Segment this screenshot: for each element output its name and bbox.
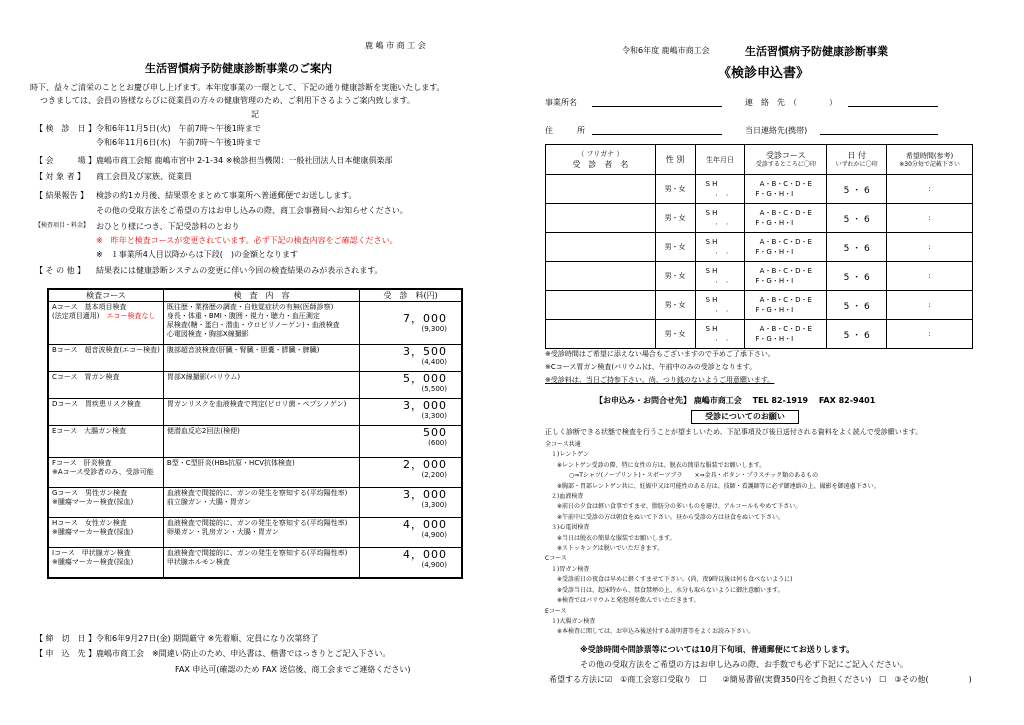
note-time: ※受診時間はご希望に添えない場合もございますので予めご了承下さい。 [545, 350, 775, 358]
notice-line: １)胃ガン検査 [545, 565, 590, 573]
course-cell [48, 372, 163, 399]
day-contact-label: 当日連絡先(携帯) [745, 126, 808, 135]
birth-date-field[interactable] [695, 233, 745, 262]
notice-line: ※ストッキングは脱いでいただきます。 [545, 545, 664, 553]
birth-date-field[interactable] [695, 262, 745, 291]
deadline-text: 令和6年9月27日(金) 期間厳守 ※先着順、定員になり次第終了 [96, 634, 319, 643]
content-cell [163, 372, 359, 399]
gender-select[interactable]: 男・女 [655, 291, 695, 320]
fee-table [47, 288, 463, 579]
course-cell [48, 426, 163, 458]
time-field[interactable]: : [887, 320, 973, 349]
contact-field[interactable] [848, 106, 938, 107]
header-date-sub: いずれかに〇印 [835, 161, 878, 168]
course-select[interactable] [745, 262, 827, 291]
items-fee-label: 【検査項目・料金】 [35, 222, 90, 229]
warning-course-changed: ※ 昨年と検査コースが変更されています。必ず下記の検査内容をご確認ください。 [96, 236, 398, 245]
date-select[interactable]: 5 ・ 6 [827, 291, 887, 320]
gender-select[interactable]: 男・女 [655, 262, 695, 291]
fee-value: 4，000 [403, 518, 447, 531]
course-options-2: F・G・H・I [755, 335, 794, 343]
course-select[interactable] [745, 175, 827, 204]
course-select[interactable] [745, 320, 827, 349]
course-sub-text: (法定項目適用) [52, 312, 100, 320]
fee-cell [360, 345, 462, 372]
fee-discount: (4,900) [421, 561, 447, 569]
era-options: S H [705, 238, 718, 246]
final-note-1: ※受診時間や問診票等については10月下旬頃、普通郵便にてお送りします。 [580, 645, 855, 654]
course-options-2: F・G・H・I [755, 306, 794, 314]
application-table-header [546, 145, 973, 175]
fee-discount: (3,300) [421, 501, 447, 509]
course-red-note: エコー検査なし [106, 312, 156, 320]
patient-name-field[interactable] [546, 204, 656, 233]
time-field[interactable]: : [887, 204, 973, 233]
gender-select[interactable]: 男・女 [655, 204, 695, 233]
patient-name-field[interactable] [546, 320, 656, 349]
result-text-1: 検診の約1カ月後、結果票をまとめて事業所へ普通郵便でお送しします。 [96, 191, 357, 200]
notice-title: 受診についてのお願い [691, 410, 799, 424]
items-fee-text: おひとり様につき、下記受診料のとおり [96, 222, 240, 231]
address-label: 住 所 [545, 126, 585, 135]
notice-intro: 正しく診断できる状態で検査を行うことが望ましいため、下記事項及び後日送付される資料をよく読んで受診願います。 [545, 428, 923, 436]
course-cell [48, 488, 163, 518]
ki-mark: 記 [251, 110, 259, 119]
patient-name-field[interactable] [546, 175, 656, 204]
receipt-options[interactable]: 希望する方法に☑ ①商工会窓口受取り ☐ ②簡易書留(実費350円をご負担ください) ☐ ③その他( ) [549, 675, 972, 684]
patient-name-field[interactable] [546, 233, 656, 262]
date-select[interactable]: 5 ・ 6 [827, 204, 887, 233]
header-course-sub: 受診するところに〇印 [755, 161, 816, 168]
fee-discount: (4,400) [421, 358, 447, 366]
header-course: 検査コース [48, 289, 163, 302]
fee-value: 7，000 [403, 312, 447, 325]
course-name: Iコース 甲状腺ガン検査 [52, 549, 131, 557]
table-row [48, 548, 462, 578]
apply-text: 鹿嶋市商工会 ※間違い防止のため、申込書は、楷書ではっきりとご記入下さい。 [96, 649, 391, 658]
table-row [48, 488, 462, 518]
header-name [546, 145, 656, 175]
content-cell [163, 518, 359, 548]
intro-line-2: つきましては、会員の皆様ならびに従業員の方々の健康管理のため、ご利用下さるようご案内致します。 [40, 96, 416, 105]
course-options-2: F・G・H・I [755, 219, 794, 227]
content-cell [163, 345, 359, 372]
course-sub [52, 312, 160, 321]
table-row [546, 204, 973, 233]
table-row [48, 518, 462, 548]
fee-value: 5，000 [403, 372, 447, 385]
fee-cell [360, 458, 462, 488]
notice-line: Eコース [545, 607, 567, 615]
content-line: B型・C型肝炎(HBs抗原・HCV抗体検査) [166, 459, 295, 467]
course-cell [48, 548, 163, 578]
office-name-field[interactable] [592, 106, 722, 107]
table-row [546, 175, 973, 204]
content-line: 血液検査で間接的に、ガンの発生を察知する(平均陽性率) [166, 549, 348, 557]
fee-discount: (9,300) [421, 325, 447, 333]
course-name: Cコース 胃ガン検査 [52, 373, 120, 381]
notice-line: ※前日の夕食は軽い食事ですませ、脂肪分の多いものを避け、アルコールもやめて下さい。 [545, 503, 802, 511]
course-sub: ※腫瘍マーカー検査(採血) [52, 558, 134, 566]
birth-date-field[interactable] [695, 204, 745, 233]
venue-text: 鹿嶋市商工会館 鹿嶋市宮中 2-1-34 ※検診担当機関：一般社団法人日本健康倶楽部 [96, 156, 393, 165]
course-name: Eコース 大腸ガン検査 [52, 427, 127, 435]
date-select[interactable]: 5 ・ 6 [827, 175, 887, 204]
fee-discount: (5,500) [421, 385, 447, 393]
birth-dots: ． ． [715, 334, 733, 342]
contact-label: 連 絡 先 （ ） [745, 98, 837, 107]
header-fee: 受 診 料(円) [360, 289, 462, 302]
fax-note: FAX 申込可(確認のため FAX 送信後、商工会までご連絡ください) [175, 665, 411, 674]
date-select[interactable]: 5 ・ 6 [827, 262, 887, 291]
exam-date-label: 【 検 診 日 】 [35, 124, 97, 133]
content-line: 心電図検査・胸部X線撮影 [166, 330, 249, 338]
application-table [545, 144, 973, 349]
right-header-small: 令和6年度 鹿嶋市商工会 [622, 46, 710, 55]
birth-dots: ． ． [715, 218, 733, 226]
course-name: Dコース 胃疾患リスク検査 [52, 400, 141, 408]
notice-line: ※受診当日は、起床時から、禁食禁煙の上、水分も取らないように御注意願います。 [545, 586, 784, 594]
course-name: Bコース 超音波検査(エコー検査) [52, 346, 160, 354]
course-sub: ※腫瘍マーカー検査(採血) [52, 498, 134, 506]
time-field[interactable]: : [887, 233, 973, 262]
course-options-2: F・G・H・I [755, 190, 794, 198]
note-c-course: ※Cコース胃ガン検査(バリウム)は、午前中のみの受診となります。 [545, 363, 757, 371]
other-text: 結果表には健康診断システムの変更に伴い今回の検査結果のみが表示されます。 [96, 266, 383, 275]
table-row [48, 399, 462, 426]
era-options: S H [705, 209, 718, 217]
course-options-1: A・B・C・D・E [759, 180, 812, 188]
notice-line: ※胸部・胃部レントゲン共に、妊娠中又は可能性のある方は、技師・看護師等に必ず御連絡の上、撮影を御遠慮下さい。 [545, 482, 880, 490]
course-name: Hコース 女性ガン検査 [52, 519, 127, 527]
gender-select[interactable]: 男・女 [655, 175, 695, 204]
warning-fourth-person: ※ １事業所4人目以降からは下段( )の金額となります [96, 250, 299, 259]
gender-select[interactable]: 男・女 [655, 233, 695, 262]
notice-line: ※当日は脱衣の簡単な服装でお願いします。 [545, 534, 676, 542]
content-line: 甲状腺ホルモン検査 [166, 558, 230, 566]
course-sub: ※Aコース受診者のみ、受診可能 [52, 468, 154, 476]
table-row [546, 320, 973, 349]
era-options: S H [705, 180, 718, 188]
course-name: Gコース 男性ガン検査 [52, 489, 128, 497]
header-furigana: （ フリガナ ） [577, 150, 624, 158]
deadline-label: 【 締 切 日 】 [35, 634, 97, 643]
notice-line: ※受診前日の夜食は早めに軽くすませて下さい。(尚、夜9時以後は何も食べないように) [545, 576, 793, 584]
header-course [745, 145, 827, 175]
course-cell [48, 345, 163, 372]
content-cell [163, 548, 359, 578]
course-options-2: F・G・H・I [755, 248, 794, 256]
time-field[interactable]: : [887, 262, 973, 291]
date-select[interactable]: 5 ・ 6 [827, 233, 887, 262]
birth-date-field[interactable] [695, 175, 745, 204]
apply-label: 【 申 込 先 】 [35, 649, 97, 658]
other-label: 【 そ の 他 】 [35, 266, 86, 275]
course-name: Aコース 基本項目検査 [52, 303, 127, 311]
contact-info: 【お申込み・お問合せ先】 鹿嶋市商工会 TEL 82-1919 FAX 82-9401 [595, 396, 876, 405]
header-time-sub: ※30分毎で記載下さい [899, 160, 960, 168]
target-label: 【 対 象 者 】 [35, 172, 86, 181]
course-select[interactable] [745, 233, 827, 262]
era-options: S H [705, 296, 718, 304]
time-field[interactable]: : [887, 291, 973, 320]
fee-value: 500 [423, 426, 447, 439]
venue-label: 【 会 場 】 [35, 156, 97, 165]
patient-name-field[interactable] [546, 291, 656, 320]
day-contact-field[interactable] [820, 134, 938, 135]
header-patient-name: 受 診 者 名 [572, 160, 629, 169]
content-line: 身長・体重・BMI・腹囲・視力・聴力・血圧測定 [166, 312, 320, 320]
table-row [546, 233, 973, 262]
content-cell [163, 458, 359, 488]
gender-select[interactable]: 男・女 [655, 320, 695, 349]
fee-discount: (4,900) [421, 531, 447, 539]
notice-line: ※レントゲン受診の際、特に女性の方は、脱衣の簡単な服装でお願いします。 [545, 461, 766, 469]
header-date-title: 日 付 [847, 151, 866, 160]
page-title: 生活習慣病予防健康診断事業のご案内 [145, 62, 332, 75]
birth-dots: ． ． [715, 276, 733, 284]
table-row [48, 345, 462, 372]
fee-cell [360, 518, 462, 548]
content-line: 胃ガンリスクを血液検査で判定(ピロリ菌・ペプシノゲン) [166, 400, 347, 408]
era-options: S H [705, 325, 718, 333]
result-label: 【 結果報告 】 [35, 191, 89, 200]
table-row [48, 302, 462, 345]
content-cell [163, 426, 359, 458]
content-cell [163, 399, 359, 426]
header-time [887, 145, 973, 175]
target-text: 商工会員及び家族、従業員 [96, 172, 192, 181]
content-line: 卵巣ガン・乳房ガン・大腸・胃ガン [166, 528, 279, 536]
course-sub: ※腫瘍マーカー検査(採血) [52, 528, 134, 536]
notice-line: ３)心電図検査 [545, 524, 590, 532]
fee-cell [360, 426, 462, 458]
fee-cell [360, 302, 462, 345]
course-cell [48, 518, 163, 548]
table-row [546, 262, 973, 291]
notice-line: 全コース共通 [545, 441, 581, 448]
date-select[interactable]: 5 ・ 6 [827, 320, 887, 349]
table-row [48, 426, 462, 458]
patient-name-field[interactable] [546, 262, 656, 291]
intro-line-1: 時下、益々ご清栄のこととお慶び申し上げます。本年度事業の一環として、下記の通り健康診断を実施いたします。 [30, 83, 445, 92]
content-line: 血液検査で間接的に、ガンの発生を察知する(平均陽性率) [166, 519, 348, 527]
course-select[interactable] [745, 204, 827, 233]
fee-cell [360, 548, 462, 578]
course-options-1: A・B・C・D・E [759, 238, 812, 246]
notice-line: ※午前中に受診の方は朝食をぬいて下さい。昼から受診の方は昼食をぬいて下さい。 [545, 513, 785, 521]
fee-value: 3，000 [403, 399, 447, 412]
note-fee: ※受診料は、当日ご持参下さい。尚、つり銭のないようご用意願います。 [545, 376, 775, 384]
fee-value: 3，500 [403, 345, 447, 358]
time-field[interactable]: : [887, 175, 973, 204]
course-options-1: A・B・C・D・E [759, 267, 812, 275]
content-cell [163, 488, 359, 518]
birth-date-field[interactable] [695, 291, 745, 320]
header-date [827, 145, 887, 175]
header-birth: 生年月日 [695, 145, 745, 175]
address-field[interactable] [592, 134, 722, 135]
content-line: 尿検査(糖・蛋白・潜血・ウロビリノーゲン)・血液検査 [166, 321, 340, 329]
header-course-title: 受診コース [766, 151, 806, 160]
birth-date-field[interactable] [695, 320, 745, 349]
content-line: 便潜血反応2回法(検便) [166, 427, 240, 435]
org-name: 鹿 嶋 市 商 工 会 [365, 41, 426, 50]
birth-dots: ． ． [715, 189, 733, 197]
notice-line: ※検査ではバリウムと発泡剤を飲んでいただきます。 [545, 597, 700, 605]
notice-line: ※本検査に関しては、お申込み後送付する説明書等をよくお読み下さい。 [545, 628, 755, 636]
notice-line: １)レントゲン [545, 451, 589, 459]
table-row [546, 291, 973, 320]
result-text-2: その他の受取方法をご希望の方はお申し込みの際、商工会事務局へお知らせください。 [96, 206, 408, 215]
header-content: 検 査 内 容 [163, 289, 359, 302]
final-note-2: その他の受取方法をご希望の方はお申し込みの際、お手数でも必ず下記にご記入ください。 [580, 660, 908, 669]
course-cell [48, 458, 163, 488]
content-line: 腹部超音波検査(肝臓・腎臓・胆嚢・膵臓・脾臓) [166, 346, 320, 354]
birth-dots: ． ． [715, 305, 733, 313]
content-line: 血液検査で間接的に、ガンの発生を察知する(平均陽性率) [166, 489, 348, 497]
content-line: 前立腺ガン・大腸・胃ガン [166, 498, 251, 506]
course-cell [48, 302, 163, 345]
course-cell [48, 399, 163, 426]
office-name-label: 事業所名 [545, 98, 577, 107]
notice-line: ２)血液検査 [545, 493, 584, 501]
course-options-1: A・B・C・D・E [759, 325, 812, 333]
table-row [48, 458, 462, 488]
fee-discount: (3,300) [421, 412, 447, 420]
course-select[interactable] [745, 291, 827, 320]
exam-date-2: 令和6年11月6日(水) 午前7時～午後1時まで [96, 138, 261, 147]
content-cell [163, 302, 359, 345]
fee-table-header [48, 289, 462, 302]
notice-line: １)大腸ガン検査 [545, 617, 596, 625]
exam-date-1: 令和6年11月5日(火) 午前7時～午後1時まで [96, 124, 261, 133]
header-time-title: 希望時間(参考) [905, 151, 954, 160]
course-options-1: A・B・C・D・E [759, 209, 812, 217]
application-rows [546, 175, 973, 349]
fee-value: 3，000 [403, 488, 447, 501]
fee-discount: (2,200) [421, 471, 447, 479]
header-gender: 性 別 [655, 145, 695, 175]
birth-dots: ． ． [715, 247, 733, 255]
fee-cell [360, 488, 462, 518]
fee-value: 4，000 [403, 548, 447, 561]
course-options-1: A・B・C・D・E [759, 296, 812, 304]
content-line: 既往歴・業務歴の調査・自他覚症状の有無(医師診察) [166, 303, 334, 311]
fee-discount: (600) [428, 439, 447, 447]
notice-line: ○⇒Tシャツ(ノープリント)・スポーツブラ ×⇒金具・ボタン・プラスチック類のあるもの [545, 472, 819, 480]
era-options: S H [705, 267, 718, 275]
fee-cell [360, 372, 462, 399]
form-title: 《検診申込書》 [718, 66, 810, 81]
content-line: 胃部X線撮影(バリウム) [166, 373, 241, 381]
right-header-big: 生活習慣病予防健康診断事業 [745, 45, 888, 58]
notice-line: Cコース [545, 555, 567, 563]
fee-value: 2，000 [403, 458, 447, 471]
course-options-2: F・G・H・I [755, 277, 794, 285]
table-row [48, 372, 462, 399]
notice-list [545, 440, 880, 638]
fee-cell [360, 399, 462, 426]
course-name: Fコース 肝炎検査 [52, 459, 112, 467]
